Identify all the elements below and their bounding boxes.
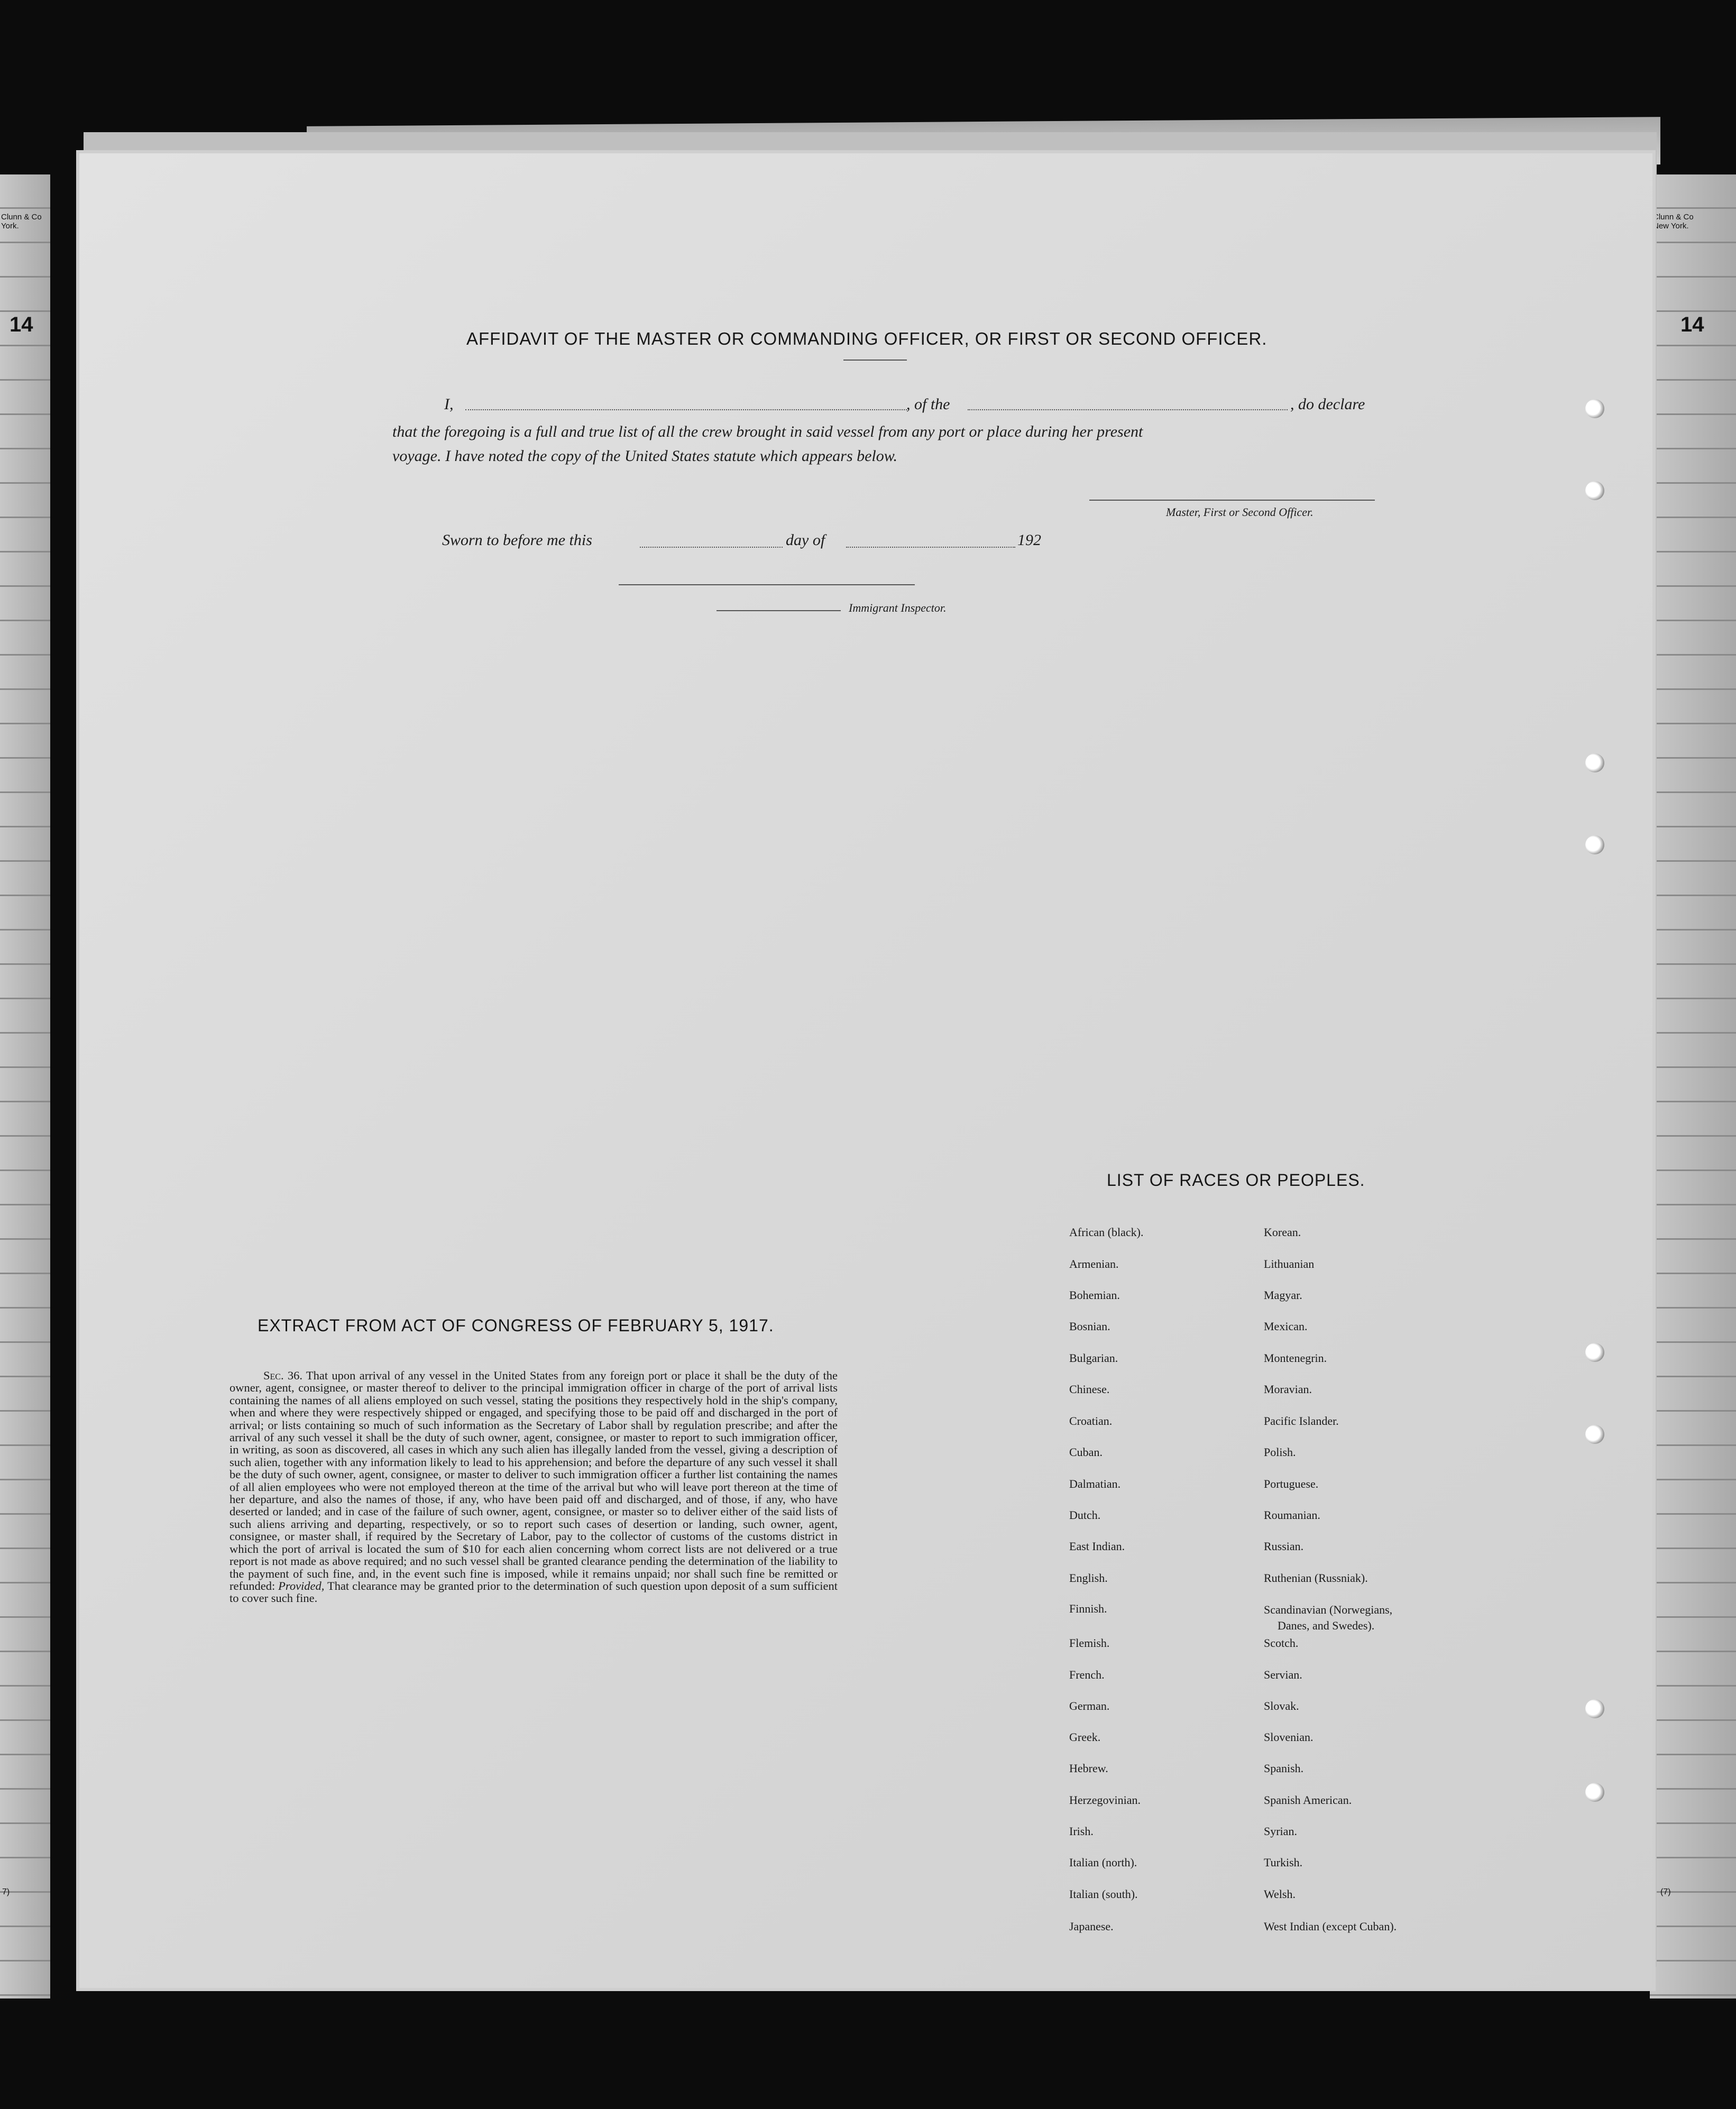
race-left-item: Armenian. bbox=[1069, 1257, 1119, 1270]
race-left-item: Japanese. bbox=[1069, 1920, 1114, 1933]
race-left-item: Italian (north). bbox=[1069, 1856, 1137, 1869]
race-left-item: German. bbox=[1069, 1699, 1110, 1712]
sworn-day-line bbox=[640, 547, 783, 548]
inspector-caption: Immigrant Inspector. bbox=[849, 601, 947, 614]
race-right-item: Polish. bbox=[1264, 1445, 1296, 1459]
right-adjacent-page bbox=[1650, 174, 1736, 1999]
race-left-item: Herzegovinian. bbox=[1069, 1793, 1141, 1807]
right-stamp: Clunn & Co New York. bbox=[1653, 213, 1694, 231]
master-signature-line bbox=[1089, 500, 1375, 501]
punch-hole bbox=[1585, 835, 1604, 854]
right-page-number: 14 bbox=[1680, 313, 1704, 336]
day-of-label: day of bbox=[786, 531, 825, 549]
race-right-item: Magyar. bbox=[1264, 1288, 1302, 1302]
race-right-item: Portuguese. bbox=[1264, 1477, 1319, 1490]
extract-body-part1: That upon arrival of any vessel in the United States from any foreign port or place it shall be the duty of the owner, agent, consignee, or master thereof to deliver to the principal immigration officer in charge of the port of arrival lists containing the names of all aliens employed on such vessel, stating the positions they respectively hold in the ship's company, when and where they were respectively shipped or engaged, and specifying those to be paid off and discharged in the port of arrival; or lists containing so much of such information as the Secretary of Labor shall by regulation prescribe; and after the arrival of any such vessel it shall be the duty of such owner, agent, consignee, or master to report to such immigration officer, in writing, as soon as discovered, all cases in which any such alien has illegally landed from the vessel, giving a description of such alien, together with any information likely to lead to his apprehension; and before the departure of any such vessel it shall be the duty of such owner, agent, consignee, or master to deliver to such immigration officer a further list containing the names of all alien employees who were not employed thereon at the time of the arrival but who will leave port thereon at the time of her departure, and also the names of those, if any, who have been paid off and discharged, and of those, if any, who have deserted or landed; and in case of the failure of such owner, agent, consignee, or master so to deliver either of the said lists of such aliens arriving and departing, respectively, or so to report such cases of desertion or landing, such owner, agent, consignee, or master shall, if required by the Secretary of Labor, pay to the collector of customs of the customs district in which the port of arrival is located the sum of $10 for each alien concerning whom correct lists are not delivered or a true report is not made as above required; and no such vessel shall be granted clearance pending the determination of the liability to the payment of such fine, and, in the event such fine is imposed, while it remains unpaid; nor shall such fine be remitted or refunded: bbox=[229, 1369, 838, 1592]
race-right-item: Mexican. bbox=[1264, 1320, 1308, 1333]
extract-title: EXTRACT FROM ACT OF CONGRESS OF FEBRUARY 5, 1917. bbox=[258, 1316, 774, 1335]
race-left-item: Bohemian. bbox=[1069, 1288, 1120, 1302]
race-right-item: Russian. bbox=[1264, 1540, 1304, 1553]
race-left-item: Bulgarian. bbox=[1069, 1351, 1118, 1365]
race-left-item: Dutch. bbox=[1069, 1508, 1101, 1522]
race-right-item: Spanish. bbox=[1264, 1762, 1304, 1775]
race-right-item: Moravian. bbox=[1264, 1383, 1312, 1396]
race-left-item: African (black). bbox=[1069, 1226, 1144, 1239]
races-title: LIST OF RACES OR PEOPLES. bbox=[1107, 1171, 1365, 1190]
extract-section-number: Sec. 36. bbox=[263, 1369, 302, 1382]
race-left-item: Flemish. bbox=[1069, 1636, 1110, 1650]
race-right-item: Korean. bbox=[1264, 1226, 1301, 1239]
race-right-item: Ruthenian (Russniak). bbox=[1264, 1571, 1368, 1585]
punch-hole bbox=[1585, 399, 1604, 418]
race-right-item: Montenegrin. bbox=[1264, 1351, 1327, 1365]
affidavit-do-declare-label: , do declare bbox=[1290, 395, 1365, 413]
race-right-item: Servian. bbox=[1264, 1668, 1302, 1681]
race-left-item: Finnish. bbox=[1069, 1602, 1107, 1615]
race-left-item: Irish. bbox=[1069, 1825, 1094, 1838]
race-right-item: Turkish. bbox=[1264, 1856, 1303, 1869]
inspector-signature-line-lower bbox=[717, 610, 841, 611]
race-right-item: Spanish American. bbox=[1264, 1793, 1352, 1807]
punch-hole bbox=[1585, 753, 1604, 772]
race-right-item: Scandinavian (Norwegians, bbox=[1264, 1603, 1393, 1616]
race-left-item: Greek. bbox=[1069, 1730, 1101, 1744]
left-adjacent-page bbox=[0, 174, 50, 1999]
race-right-item: Slovenian. bbox=[1264, 1730, 1314, 1744]
race-right-item: Welsh. bbox=[1264, 1887, 1296, 1901]
left-page-marker: 7) bbox=[2, 1887, 10, 1896]
master-signature-caption: Master, First or Second Officer. bbox=[1166, 505, 1314, 519]
punch-hole bbox=[1585, 1699, 1604, 1718]
race-left-item: Italian (south). bbox=[1069, 1887, 1138, 1901]
race-left-item: English. bbox=[1069, 1571, 1108, 1585]
extract-body bbox=[229, 1369, 838, 1605]
race-right-item: Pacific Islander. bbox=[1264, 1414, 1339, 1428]
affidavit-of-the-label: , of the bbox=[906, 395, 950, 413]
affidavit-line3: voyage. I have noted the copy of the United States statute which appears below. bbox=[392, 447, 898, 465]
year-label: 192 bbox=[1017, 531, 1041, 549]
inspector-signature-line bbox=[619, 584, 915, 585]
sworn-label: Sworn to before me this bbox=[442, 531, 592, 549]
race-scandinavian-continued: Danes, and Swedes). bbox=[1278, 1619, 1375, 1632]
affidavit-i-label: I, bbox=[444, 395, 454, 413]
punch-hole bbox=[1585, 1783, 1604, 1802]
race-right-item: Lithuanian bbox=[1264, 1257, 1315, 1270]
affidavit-line2: that the foregoing is a full and true list of all the crew brought in said vessel from any port or place during her present bbox=[392, 423, 1143, 440]
race-left-item: Chinese. bbox=[1069, 1383, 1110, 1396]
sworn-month-line bbox=[846, 547, 1015, 548]
race-right-item: West Indian (except Cuban). bbox=[1264, 1920, 1397, 1933]
master-name-line bbox=[465, 409, 907, 410]
vessel-name-line bbox=[968, 409, 1288, 410]
race-left-item: Croatian. bbox=[1069, 1414, 1113, 1428]
race-left-item: Hebrew. bbox=[1069, 1762, 1108, 1775]
race-left-item: French. bbox=[1069, 1668, 1105, 1681]
extract-provided: Provided, bbox=[278, 1579, 325, 1592]
affidavit-title: AFFIDAVIT OF THE MASTER OR COMMANDING OFFICER, OR FIRST OR SECOND OFFICER. bbox=[466, 329, 1267, 348]
punch-hole bbox=[1585, 481, 1604, 500]
punch-hole bbox=[1585, 1425, 1604, 1444]
left-page-number: 14 bbox=[10, 313, 33, 336]
race-right-item: Scotch. bbox=[1264, 1636, 1299, 1650]
punch-hole bbox=[1585, 1343, 1604, 1362]
race-right-item: Roumanian. bbox=[1264, 1508, 1320, 1522]
race-left-item: Dalmatian. bbox=[1069, 1477, 1121, 1490]
right-page-marker: (7) bbox=[1660, 1887, 1671, 1896]
race-left-item: East Indian. bbox=[1069, 1540, 1125, 1553]
race-left-item: Cuban. bbox=[1069, 1445, 1103, 1459]
extract-body-part2: That clearance may be granted prior to the determination of such question upon deposit of a sum sufficient to cover such fine. bbox=[229, 1579, 838, 1605]
affidavit-title-underline bbox=[843, 360, 907, 361]
left-stamp: Clunn & Co York. bbox=[1, 213, 42, 231]
race-right-item: Slovak. bbox=[1264, 1699, 1299, 1712]
race-left-item: Bosnian. bbox=[1069, 1320, 1110, 1333]
race-right-item: Syrian. bbox=[1264, 1825, 1297, 1838]
